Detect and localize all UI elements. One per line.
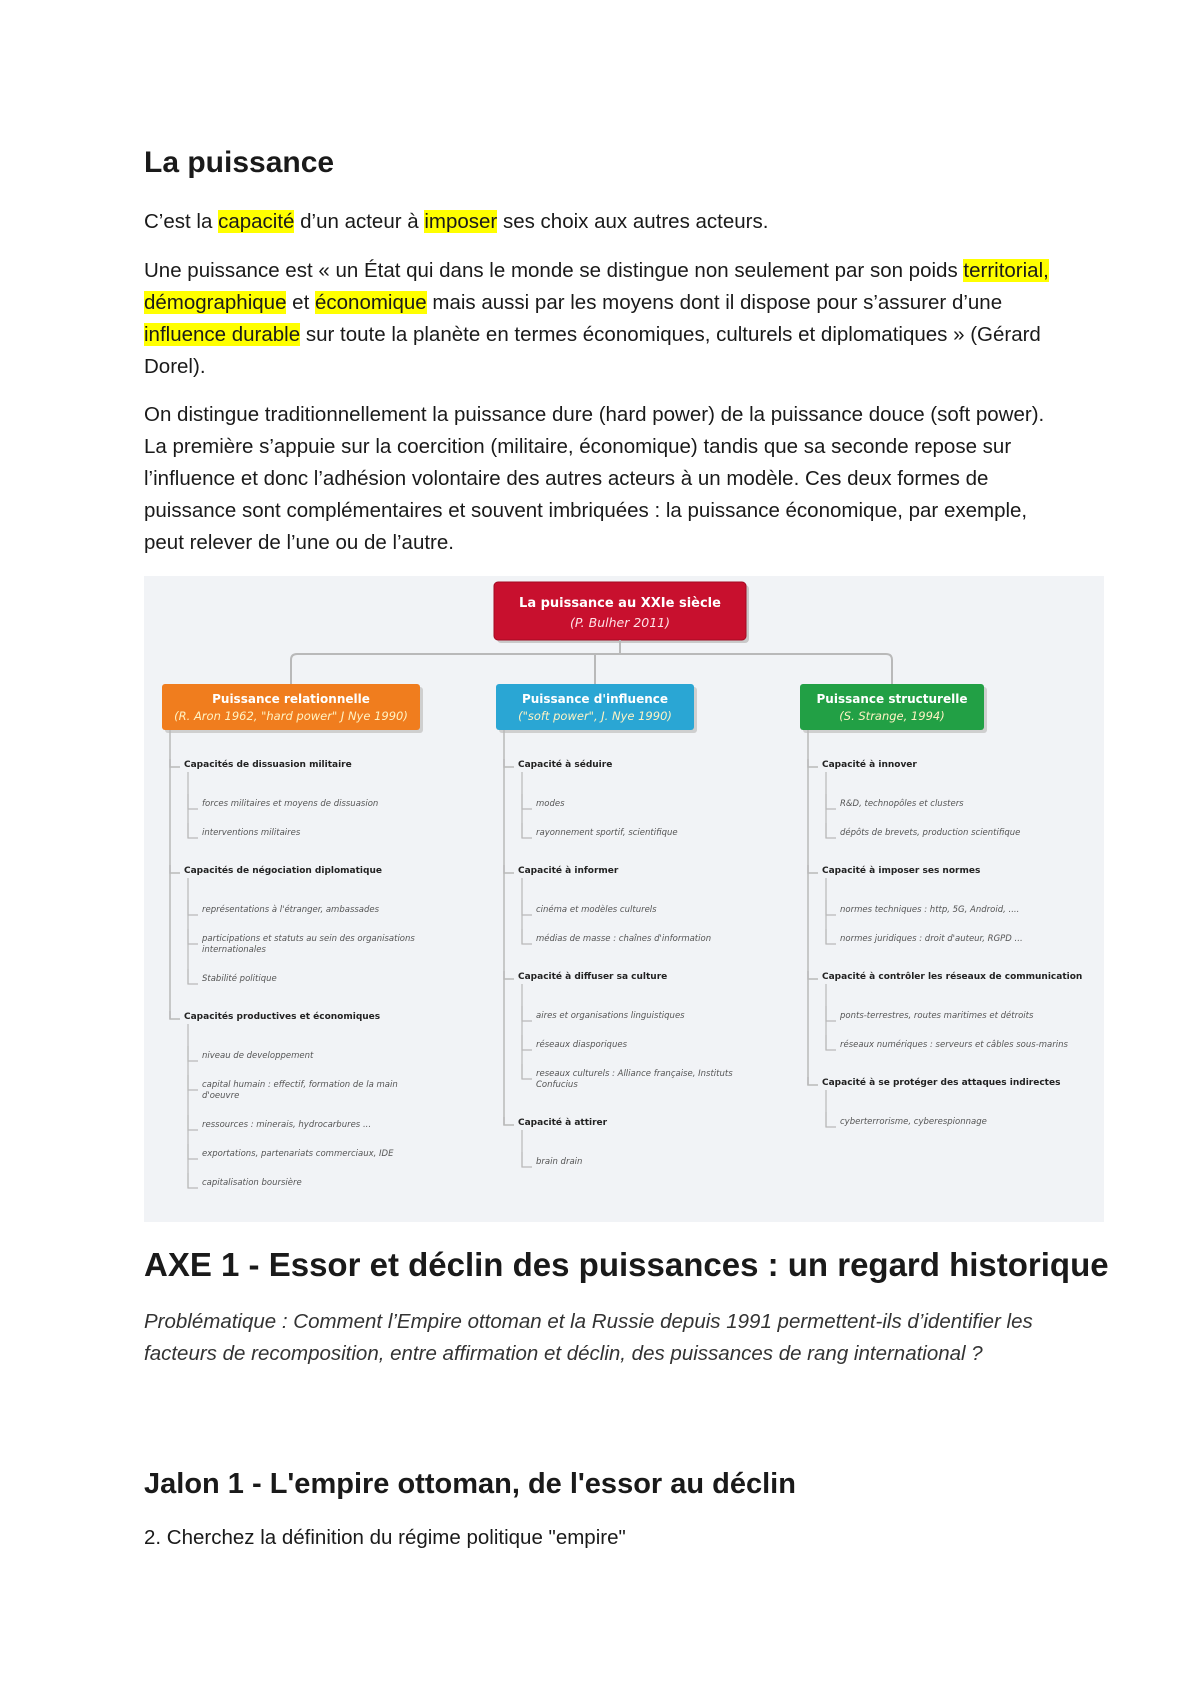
item-label: cyberterrorisme, cyberespionnage bbox=[840, 1117, 987, 1127]
group-label: Capacité à se protéger des attaques indirectes bbox=[822, 1078, 1061, 1088]
item-label: niveau de developpement bbox=[202, 1051, 314, 1061]
group-label: Capacité à informer bbox=[518, 866, 619, 876]
group-tick bbox=[808, 865, 818, 873]
problematique: Problématique : Comment l’Empire ottoman et la Russie depuis 1991 permettent-ils d’identifier les facteurs de recomposition, entre affirmation et déclin, des puissances de rang international ? bbox=[144, 1310, 1033, 1365]
item-label: dépôts de brevets, production scientifique bbox=[840, 828, 1021, 838]
group-label: Capacité à séduire bbox=[518, 760, 613, 770]
item-label: interventions militaires bbox=[202, 828, 301, 838]
item-tick bbox=[826, 900, 836, 915]
group-tick bbox=[170, 759, 180, 767]
item-label: R&D, technopôles et clusters bbox=[840, 799, 964, 809]
item-label: médias de masse : chaînes d'information bbox=[536, 934, 712, 944]
branch-title: Puissance structurelle bbox=[816, 692, 968, 706]
item-tick bbox=[188, 1115, 198, 1130]
item-tick bbox=[522, 794, 532, 809]
group-tick bbox=[504, 971, 514, 979]
item-tick bbox=[826, 1112, 836, 1127]
item-label: aires et organisations linguistiques bbox=[536, 1011, 685, 1021]
group-label: Capacité à innover bbox=[822, 760, 917, 770]
item-tick bbox=[522, 1064, 532, 1079]
item-tick bbox=[826, 1035, 836, 1050]
group-label: Capacité à imposer ses normes bbox=[822, 866, 981, 876]
item-label: brain drain bbox=[536, 1157, 583, 1167]
item-label: Stabilité politique bbox=[202, 974, 277, 984]
item-label: exportations, partenariats commerciaux, IDE bbox=[202, 1149, 394, 1159]
item-tick bbox=[522, 823, 532, 838]
item-label: reseaux culturels : Alliance française, Instituts bbox=[536, 1069, 733, 1079]
item-tick bbox=[188, 1075, 198, 1090]
item-tick bbox=[522, 900, 532, 915]
definition-paragraph: C’est la capacité d’un acteur à imposer ses choix aux autres acteurs. bbox=[144, 210, 769, 233]
group-label: Capacités de négociation diplomatique bbox=[184, 866, 382, 876]
group-label: Capacité à diffuser sa culture bbox=[518, 972, 668, 982]
item-label: capitalisation boursière bbox=[202, 1178, 302, 1188]
quote-paragraph: Une puissance est « un État qui dans le monde se distingue non seulement par son poids territorial, démographique et économique mais aussi par les moyens dont il dispose pour s’assurer d’une influence durable sur toute la planète en termes économiques, culturels et diplomatiques » (Gérard Dorel). bbox=[144, 259, 1049, 378]
group-label: Capacités productives et économiques bbox=[184, 1012, 381, 1022]
branch-subtitle: (R. Aron 1962, "hard power" J Nye 1990) bbox=[174, 709, 408, 723]
item-tick bbox=[522, 1006, 532, 1021]
root-box bbox=[494, 582, 746, 640]
item-tick bbox=[188, 1144, 198, 1159]
item-tick bbox=[188, 823, 198, 838]
jalon-heading: Jalon 1 - L'empire ottoman, de l'essor au déclin bbox=[144, 1468, 796, 1500]
group-label: Capacités de dissuasion militaire bbox=[184, 760, 352, 770]
item-tick bbox=[188, 929, 198, 944]
item-tick bbox=[522, 1035, 532, 1050]
group-label: Capacité à attirer bbox=[518, 1118, 608, 1128]
item-label: capital humain : effectif, formation de la main bbox=[202, 1080, 398, 1090]
page-title: La puissance bbox=[144, 146, 335, 179]
item-tick bbox=[522, 1152, 532, 1167]
item-label: rayonnement sportif, scientifique bbox=[536, 828, 678, 838]
item-label: forces militaires et moyens de dissuasion bbox=[202, 799, 379, 809]
highlight-imposer: imposer bbox=[424, 210, 498, 233]
item-label: ressources : minerais, hydrocarbures ... bbox=[202, 1120, 372, 1130]
group-tick bbox=[808, 759, 818, 767]
item-label: internationales bbox=[202, 945, 266, 955]
item-tick bbox=[522, 929, 532, 944]
item-tick bbox=[188, 969, 198, 984]
branch-box bbox=[800, 684, 984, 730]
question-text: 2. Cherchez la définition du régime politique "empire" bbox=[144, 1526, 626, 1549]
group-tick bbox=[808, 971, 818, 979]
branch-subtitle: (S. Strange, 1994) bbox=[839, 709, 945, 723]
branch-title: Puissance d'influence bbox=[521, 692, 669, 706]
branch-connector bbox=[291, 654, 892, 684]
item-label: participations et statuts au sein des organisations bbox=[202, 934, 415, 944]
item-tick bbox=[826, 823, 836, 838]
item-tick bbox=[188, 1046, 198, 1061]
group-tick bbox=[504, 759, 514, 767]
root-title: La puissance au XXIe siècle bbox=[519, 596, 721, 611]
highlight-capacite: capacité bbox=[218, 210, 295, 233]
item-label: modes bbox=[536, 799, 565, 809]
item-label: normes techniques : http, 5G, Android, .... bbox=[840, 905, 1020, 915]
item-tick bbox=[188, 1173, 198, 1188]
item-label: d'oeuvre bbox=[202, 1091, 240, 1101]
item-label: réseaux numériques : serveurs et câbles sous-marins bbox=[840, 1040, 1068, 1050]
item-tick bbox=[188, 794, 198, 809]
axe-heading: AXE 1 - Essor et déclin des puissances : un regard historique bbox=[144, 1246, 1109, 1283]
puissance-mindmap bbox=[144, 576, 1104, 1222]
branch-box bbox=[496, 684, 694, 730]
item-tick bbox=[826, 1006, 836, 1021]
hard-soft-paragraph: On distingue traditionnellement la puissance dure (hard power) de la puissance douce (soft power). La première s’appuie sur la coercition (militaire, économique) tandis que sa seconde repose sur l’influence et donc l’adhésion volontaire des autres acteurs à un modèle. Ces deux formes de puissance sont complémentaires et souvent imbriquées : la puissance économique, par exemple, peut relever de l’une ou de l’autre. bbox=[144, 403, 1045, 554]
group-tick bbox=[504, 865, 514, 873]
group-tick bbox=[504, 1117, 514, 1125]
branch-box bbox=[162, 684, 420, 730]
group-tick bbox=[808, 1077, 818, 1085]
item-tick bbox=[826, 794, 836, 809]
group-label: Capacité à contrôler les réseaux de communication bbox=[822, 972, 1083, 982]
item-tick bbox=[826, 929, 836, 944]
item-label: cinéma et modèles culturels bbox=[536, 905, 657, 915]
item-label: ponts-terrestres, routes maritimes et détroits bbox=[840, 1011, 1034, 1021]
item-tick bbox=[188, 900, 198, 915]
item-label: normes juridiques : droit d'auteur, RGPD ... bbox=[840, 934, 1023, 944]
branch-subtitle: ("soft power", J. Nye 1990) bbox=[518, 709, 672, 723]
item-label: Confucius bbox=[536, 1080, 578, 1090]
branch-title: Puissance relationnelle bbox=[212, 692, 370, 706]
item-label: représentations à l'étranger, ambassades bbox=[202, 905, 380, 915]
group-tick bbox=[170, 865, 180, 873]
root-subtitle: (P. Bulher 2011) bbox=[569, 615, 671, 630]
group-tick bbox=[170, 1011, 180, 1019]
item-label: réseaux diasporiques bbox=[536, 1040, 627, 1050]
